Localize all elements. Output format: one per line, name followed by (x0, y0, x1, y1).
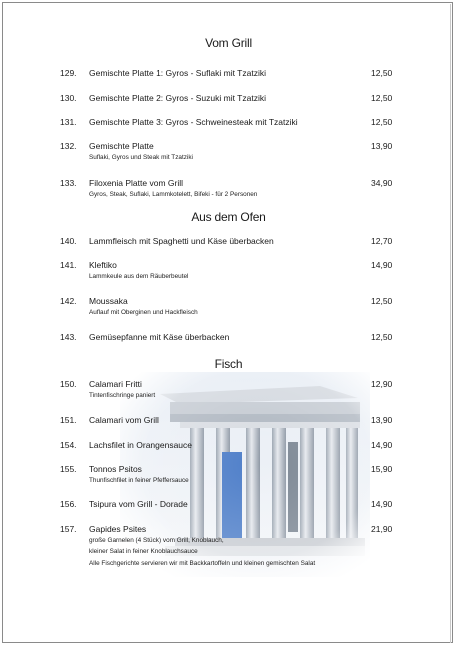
item-price: 12,50 (371, 68, 393, 78)
item-price: 21,90 (371, 524, 393, 534)
item-name: Tonnos Psitos (89, 464, 142, 474)
item-name: Gemischte Platte (89, 141, 154, 151)
item-number: 142. (60, 296, 77, 306)
item-number: 140. (60, 236, 77, 246)
item-number: 155. (60, 464, 77, 474)
item-name: Gemischte Platte 2: Gyros - Suzuki mit Tzatziki (89, 93, 266, 103)
item-price: 14,90 (371, 440, 393, 450)
item-description: große Garnelen (4 Stück) vom Grill, Knoblauch, (89, 537, 224, 544)
item-description: Thunfischfilet in feiner Pfeffersauce (89, 477, 189, 484)
item-price: 12,50 (371, 117, 393, 127)
item-price: 12,90 (371, 379, 393, 389)
item-price: 12,50 (371, 296, 393, 306)
item-description: kleiner Salat in feiner Knoblauchsauce (89, 548, 198, 555)
item-description: Gyros, Steak, Suflaki, Lammkotelett, Bifeki - für 2 Personen (89, 191, 258, 198)
item-name: Gemischte Platte 1: Gyros - Suflaki mit Tzatziki (89, 68, 266, 78)
item-price: 14,90 (371, 260, 393, 270)
item-number: 156. (60, 499, 77, 509)
item-number: 157. (60, 524, 77, 534)
item-name: Kleftiko (89, 260, 117, 270)
item-name: Lachsfilet in Orangensauce (89, 440, 193, 450)
item-price: 15,90 (371, 464, 393, 474)
item-name: Calamari Fritti (89, 379, 142, 389)
item-name: Gapides Psites (89, 524, 147, 534)
item-number: 154. (60, 440, 77, 450)
item-name: Moussaka (89, 296, 128, 306)
item-number: 131. (60, 117, 77, 127)
item-price: 34,90 (371, 178, 393, 188)
item-number: 151. (60, 415, 77, 425)
item-name: Filoxenia Platte vom Grill (89, 178, 184, 188)
item-name: Lammfleisch mit Spaghetti und Käse überbacken (89, 236, 274, 246)
item-number: 150. (60, 379, 77, 389)
item-description: Lammkeule aus dem Räuberbeutel (89, 273, 189, 280)
item-price: 12,50 (371, 93, 393, 103)
item-price: 13,90 (371, 141, 393, 151)
item-number: 129. (60, 68, 77, 78)
item-number: 141. (60, 260, 77, 270)
item-number: 143. (60, 332, 77, 342)
item-price: 12,70 (371, 236, 393, 246)
item-price: 13,90 (371, 415, 393, 425)
item-number: 130. (60, 93, 77, 103)
item-name: Gemischte Platte 3: Gyros - Schweinesteak mit Tzatziki (89, 117, 298, 127)
item-price: 14,90 (371, 499, 393, 509)
item-price: 12,50 (371, 332, 393, 342)
item-description: Suflaki, Gyros und Steak mit Tzatziki (89, 154, 193, 161)
item-description: Tintenfischringe paniert (89, 392, 156, 399)
item-description: Auflauf mit Oberginen und Hackfleisch (89, 309, 198, 316)
item-name: Gemüsepfanne mit Käse überbacken (89, 332, 230, 342)
section-title-aus-dem-ofen: Aus dem Ofen (191, 210, 266, 224)
item-number: 133. (60, 178, 77, 188)
section-title-fisch: Fisch (214, 357, 243, 371)
item-number: 132. (60, 141, 77, 151)
fish-side-note: Alle Fischgerichte servieren wir mit Backkartoffeln und kleinen gemischten Salat (89, 560, 316, 567)
item-name: Calamari vom Grill (89, 415, 159, 425)
section-title-vom-grill: Vom Grill (205, 36, 252, 50)
item-name: Tsipura vom Grill - Dorade (89, 499, 188, 509)
